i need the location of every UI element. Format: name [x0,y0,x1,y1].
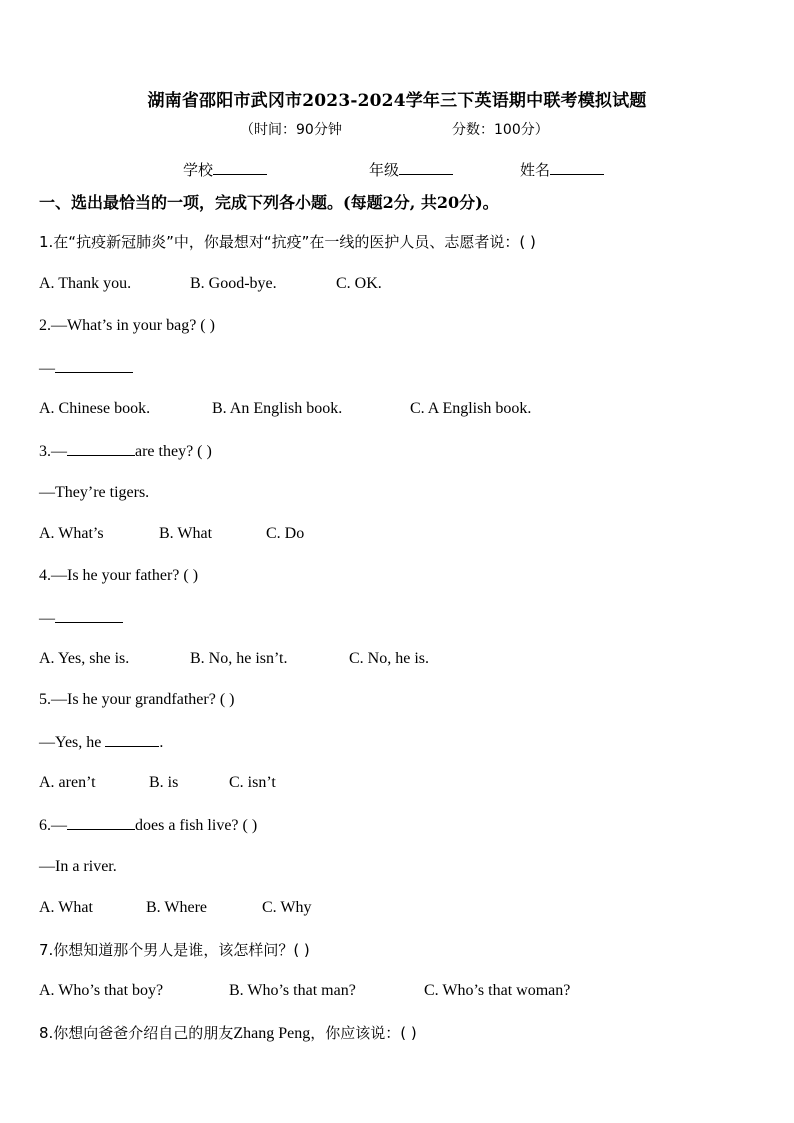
question-7-options [39,981,739,1001]
option-a[interactable]: A. Thank you. [39,275,132,292]
grade-blank[interactable] [399,160,453,175]
question-7-stem: 7.你想知道那个男人是谁，该怎样问？( ) [39,941,310,959]
option-b[interactable]: B. is [149,774,179,791]
question-5-options [39,773,739,793]
option-a[interactable]: A. Who’s that boy? [39,982,164,999]
stem-blank[interactable] [67,441,135,456]
option-b[interactable]: B. Good-bye. [190,275,277,292]
question-4-answer [39,608,123,629]
question-4-stem: 4.—Is he your father? ( ) [39,567,199,584]
exam-time: （时间：90分钟 [240,122,342,138]
option-a[interactable]: A. Chinese book. [39,400,151,417]
exam-score: 分数：100分） [452,122,549,138]
stem-prefix: 3.— [39,443,67,460]
option-b[interactable]: B. Who’s that man? [229,982,356,999]
answer-dash: — [39,360,55,377]
section-heading: 一、选出最恰当的一项，完成下列各小题。(每题2分, 共20分)。 [39,193,499,212]
answer-blank[interactable] [55,608,123,623]
school-blank[interactable] [213,160,267,175]
grade-field [369,159,453,180]
option-c[interactable]: C. Do [266,525,305,542]
option-a[interactable]: A. What [39,899,93,916]
option-c[interactable]: C. OK. [336,275,382,292]
page-title: 湖南省邵阳市武冈市2023-2024学年三下英语期中联考模拟试题 [147,91,647,111]
option-c[interactable]: C. Who’s that woman? [424,982,571,999]
option-c[interactable]: C. isn’t [229,774,276,791]
option-a[interactable]: A. What’s [39,525,104,542]
question-1-options [39,274,739,294]
question-6-answer: —In a river. [39,858,117,875]
question-3-answer: —They’re tigers. [39,484,150,501]
name-label: 姓名 [520,161,551,179]
option-b[interactable]: B. What [159,525,213,542]
name-field [520,159,604,180]
answer-blank[interactable] [55,358,133,373]
name-blank[interactable] [550,160,604,175]
stem-en: Zhang Peng [233,1025,311,1042]
stem-cn: 8.你想向爸爸介绍自己的朋友 [39,1024,234,1042]
option-a[interactable]: A. aren’t [39,774,96,791]
question-8-stem [39,1023,417,1044]
question-2-stem: 2.—What’s in your bag? ( ) [39,317,215,334]
question-5-answer [39,732,163,753]
question-5-stem: 5.—Is he your grandfather? ( ) [39,691,235,708]
grade-label: 年级 [369,161,400,179]
option-b[interactable]: B. Where [146,899,208,916]
question-3-stem [39,441,212,462]
stem-end: ，你应该说：( ) [310,1024,417,1042]
option-c[interactable]: C. A English book. [410,400,532,417]
question-2-options [39,399,739,419]
stem-prefix: 6.— [39,817,67,834]
school-field [183,159,267,180]
question-2-answer [39,358,133,379]
question-3-options [39,524,739,544]
option-a[interactable]: A. Yes, she is. [39,650,130,667]
school-label: 学校 [183,161,214,179]
stem-suffix: are they? ( ) [135,443,212,460]
option-b[interactable]: B. No, he isn’t. [190,650,288,667]
question-1-stem: 1.在“抗疫新冠肺炎”中，你最想对“抗疫”在一线的医护人员、志愿者说：( ) [39,233,536,251]
student-info-row [0,159,794,181]
answer-suffix: . [159,734,164,751]
option-c[interactable]: C. Why [262,899,312,916]
answer-prefix: —Yes, he [39,734,106,751]
answer-dash: — [39,610,55,627]
option-c[interactable]: C. No, he is. [349,650,429,667]
option-b[interactable]: B. An English book. [212,400,343,417]
answer-blank[interactable] [105,732,159,747]
question-4-options [39,649,739,669]
question-6-options [39,898,739,918]
exam-meta [240,119,549,139]
question-6-stem [39,815,257,836]
stem-suffix: does a fish live? ( ) [135,817,258,834]
stem-blank[interactable] [67,815,135,830]
